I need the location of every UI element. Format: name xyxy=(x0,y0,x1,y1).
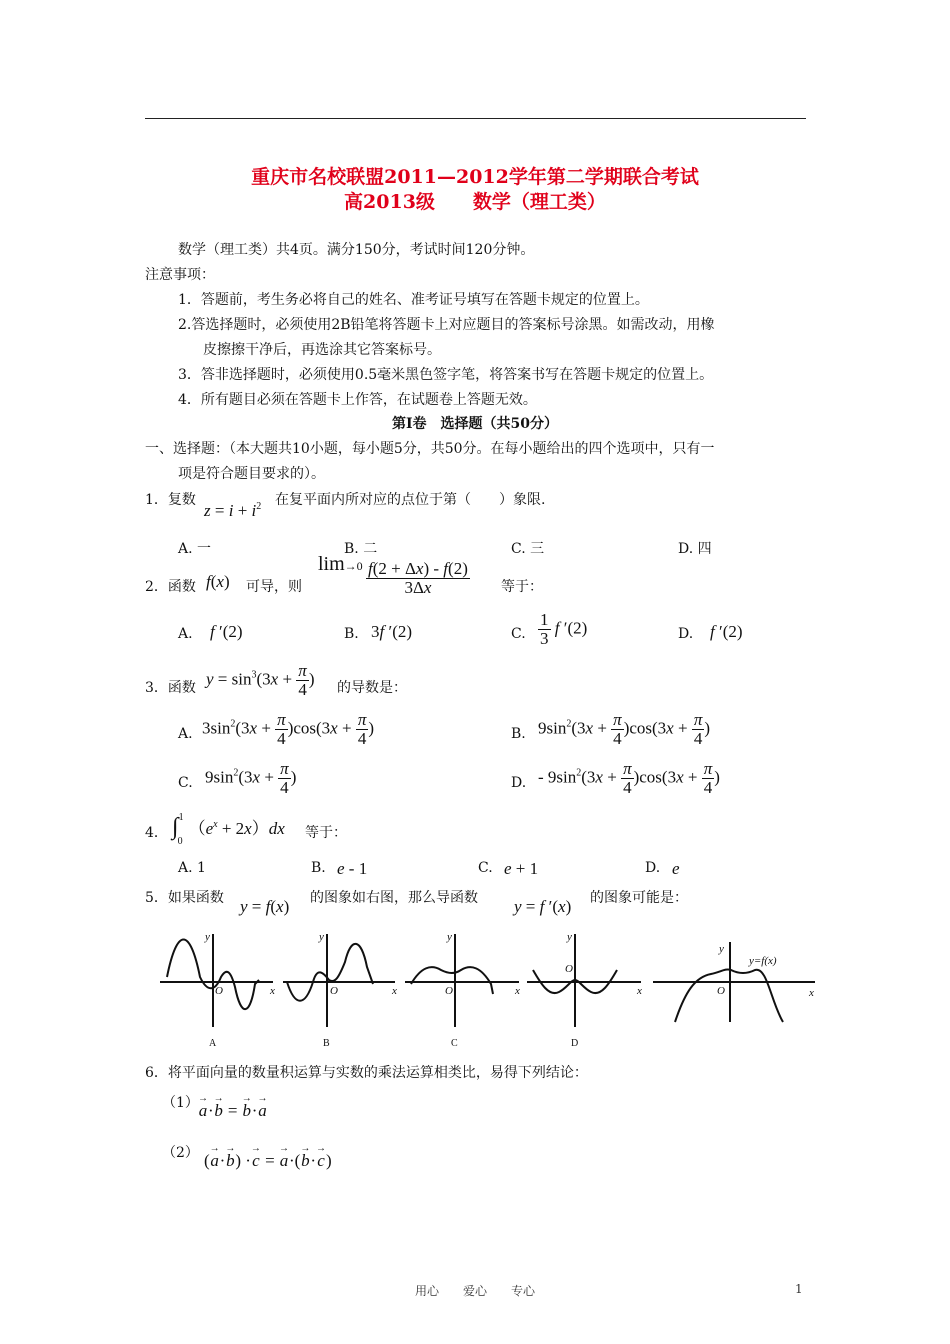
q2-tail: 等于： xyxy=(501,579,543,595)
section-heading: 第Ⅰ卷 选择题（共50分） xyxy=(391,416,559,432)
q2-fraction: $\frac{f(2 + \Delta x) - f(2)}{3\Delta x}$ xyxy=(368,559,468,597)
q1-option-c: C. 三 xyxy=(511,541,545,557)
q2-option-c: $\frac{1}{3}$ f ′(2) xyxy=(540,610,588,648)
q2-mid: 可导，则 xyxy=(246,579,302,595)
q2-option-c-label: C. xyxy=(511,626,526,642)
graph-c-label: C xyxy=(451,1038,458,1049)
q5-func: y = f(x) xyxy=(240,897,290,916)
q1-formula: $z = i + i^2$ xyxy=(204,501,262,520)
graph-a-origin: O xyxy=(215,985,223,997)
section-desc: 一、选择题：（本大题共10小题，每小题5分，共50分。在每小题给出的四个选项中，只有一 xyxy=(145,441,715,457)
graph-d xyxy=(527,934,641,1027)
q1-number: 1．复数 xyxy=(145,492,196,508)
graph-d-y-label: y xyxy=(567,931,572,943)
q3-tail: 的导数是： xyxy=(337,680,407,696)
exam-subtitle: 高2013级 数学（理工类） xyxy=(344,191,606,213)
q2-option-a-label: A. xyxy=(178,626,193,642)
graph-c-origin: O xyxy=(445,985,453,997)
graph-c-x-label: x xyxy=(515,985,520,997)
q4-integral: $\int^1_0(e^x + 2x)dx$ xyxy=(172,812,285,847)
q2-func: f(x) xyxy=(206,572,230,591)
q3-option-c: $9\sin^2(3x$ + $\frac{\pi}{4}$ ) xyxy=(205,759,297,797)
q4-option-b: e - 1 xyxy=(337,859,368,878)
graph-b xyxy=(283,934,395,1027)
graph-a xyxy=(160,934,273,1027)
q2-option-b: 3f ′(2) xyxy=(371,622,413,641)
section-desc-cont: 项是符合题目要求的）。 xyxy=(178,466,325,482)
q4-option-c-label: C. xyxy=(478,860,493,876)
ref-y-label: y xyxy=(719,943,724,955)
q3-option-a-label: A. xyxy=(178,726,193,742)
q4-option-b-label: B. xyxy=(311,860,326,876)
q3-option-a: $3\sin^2(3x$ + $\frac{\pi}{4}$ )cos(3x + $\frac{\pi}{4}$ ) xyxy=(202,710,375,748)
ref-x-label: x xyxy=(809,987,814,999)
q2-option-d-label: D. xyxy=(678,626,694,642)
q6-item1-label: （1） xyxy=(162,1095,199,1111)
q4-option-d: e xyxy=(672,859,680,878)
q2-option-d: f ′(2) xyxy=(710,622,743,641)
q5-graphs xyxy=(155,922,820,1050)
q1-option-a: A. 一 xyxy=(178,541,212,557)
q3-number: 3．函数 xyxy=(145,680,196,696)
exam-info: 数学（理工类）共4页。满分150分，考试时间120分钟。 xyxy=(178,242,535,258)
notes-title: 注意事项： xyxy=(145,267,215,283)
q2-lim: lim→0 xyxy=(318,553,363,575)
q5-tail: 的图象可能是： xyxy=(590,890,688,906)
note-4: 4．所有题目必须在答题卡上作答，在试题卷上答题无效。 xyxy=(178,392,537,408)
graph-b-origin: O xyxy=(330,985,338,997)
q3-option-b-label: B. xyxy=(511,726,526,742)
graph-d-x-label: x xyxy=(637,985,642,997)
graph-a-y-label: y xyxy=(205,931,210,943)
note-2-cont: 皮擦擦干净后，再选涂其它答案标号。 xyxy=(203,342,441,358)
q3-option-c-label: C. xyxy=(178,775,193,791)
graph-c xyxy=(405,934,519,1027)
q4-number: 4． xyxy=(145,825,168,841)
q1-option-d: D. 四 xyxy=(678,541,712,557)
q4-option-a: A. 1 xyxy=(178,860,206,876)
q6-item1-formula: → a· → b = → b· → a xyxy=(198,1093,268,1120)
q3-option-d: - $9\sin^2(3x$ + $\frac{\pi}{4}$ )cos(3x + $\frac{\pi}{4}$ ) xyxy=(538,759,720,797)
q4-option-d-label: D. xyxy=(645,860,661,876)
q1-option-b: B. 二 xyxy=(344,541,378,557)
q4-option-c: e + 1 xyxy=(504,859,539,878)
graph-b-x-label: x xyxy=(392,985,397,997)
note-3: 3．答非选择题时，必须使用0.5毫米黑色签字笔，将答案书写在答题卡规定的位置上。 xyxy=(178,367,714,383)
q4-tail: 等于： xyxy=(305,825,347,841)
page-number: 1 xyxy=(795,1282,803,1296)
q5-deriv: y = f ′(x) xyxy=(514,897,572,916)
graph-a-label: A xyxy=(209,1038,217,1049)
q2-option-a: f ′(2) xyxy=(210,622,243,641)
graph-a-x-label: x xyxy=(270,985,275,997)
note-1: 1．答题前，考生务必将自己的姓名、准考证号填写在答题卡规定的位置上。 xyxy=(178,292,649,308)
graph-b-y-label: y xyxy=(319,931,324,943)
q2-number: 2．函数 xyxy=(145,579,196,595)
q6-item2-label: （2） xyxy=(162,1145,199,1161)
q1-text: 在复平面内所对应的点位于第（ ）象限. xyxy=(275,492,546,508)
header-rule xyxy=(145,118,806,119)
q5-number: 5．如果函数 xyxy=(145,890,224,906)
q6-text: 6．将平面向量的数量积运算与实数的乘法运算相类比，易得下列结论： xyxy=(145,1065,588,1081)
graph-d-label: D xyxy=(571,1038,579,1049)
q2-option-b-label: B. xyxy=(344,626,359,642)
q3-option-d-label: D. xyxy=(511,775,527,791)
graph-c-y-label: y xyxy=(447,931,452,943)
ref-curve-label: y=f(x) xyxy=(749,955,777,967)
q5-mid: 的图象如右图，那么导函数 xyxy=(310,890,478,906)
exam-title: 重庆市名校联盟2011—2012学年第二学期联合考试 xyxy=(251,166,699,188)
q3-option-b: $9\sin^2(3x$ + $\frac{\pi}{4}$ )cos(3x + $\frac{\pi}{4}$ ) xyxy=(538,710,711,748)
footer-slogan: 用心 爱心 专心 xyxy=(414,1284,535,1298)
q6-item2-formula: ( → a· → b) · → c = → a·( → b· → c) xyxy=(204,1143,332,1170)
ref-origin: O xyxy=(717,985,725,997)
reference-graph xyxy=(653,942,815,1022)
graph-d-origin: O xyxy=(565,963,573,975)
graph-b-label: B xyxy=(323,1038,330,1049)
q3-func: $y = \sin^3(3x$ + $\frac{\pi}{4}$ ) xyxy=(206,661,315,699)
note-2: 2.答选择题时，必须使用2B铅笔将答题卡上对应题目的答案标号涂黑。如需改动，用橡 xyxy=(178,317,715,333)
